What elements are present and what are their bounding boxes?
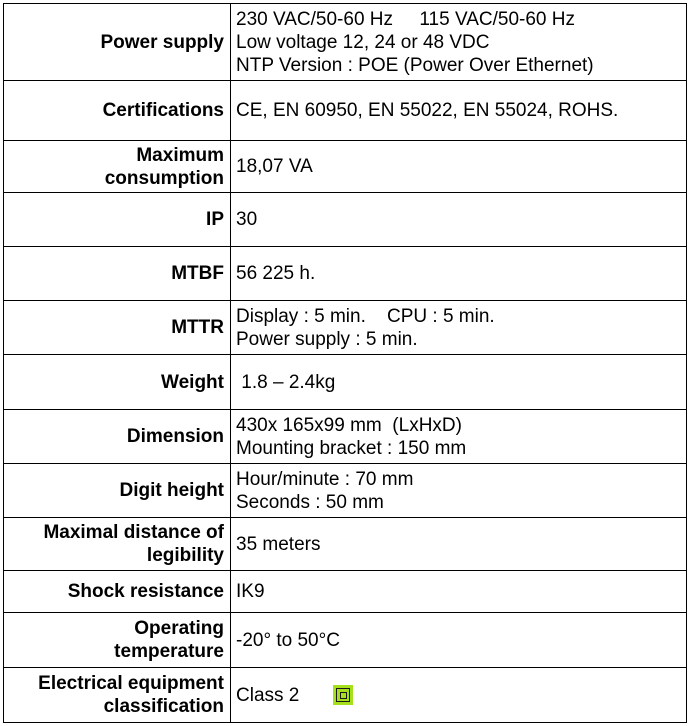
spec-row-power-supply <box>4 4 687 81</box>
spec-value: CE, EN 60950, EN 55022, EN 55024, ROHS. <box>231 81 687 141</box>
spec-label: Shock resistance <box>4 571 231 613</box>
spec-row-weight <box>4 355 687 410</box>
spec-label: Dimension <box>4 410 231 464</box>
spec-label: Weight <box>4 355 231 410</box>
spec-label: MTTR <box>4 301 231 355</box>
spec-label: IP <box>4 193 231 247</box>
spec-label: Operating temperature <box>4 613 231 668</box>
spec-value: 1.8 – 2.4kg <box>231 355 687 410</box>
spec-label: Maximum consumption <box>4 141 231 193</box>
spec-row-maximal-distance-of-legibility <box>4 518 687 571</box>
spec-row-shock-resistance <box>4 571 687 613</box>
spec-row-electrical-equipment-classification <box>4 668 687 723</box>
spec-label: Maximal distance of legibility <box>4 518 231 571</box>
spec-value: 30 <box>231 193 687 247</box>
spec-row-maximum-consumption <box>4 141 687 193</box>
class-2-double-insulation-icon <box>333 685 353 705</box>
spec-value: 18,07 VA <box>231 141 687 193</box>
spec-row-operating-temperature <box>4 613 687 668</box>
specifications-table <box>3 3 687 723</box>
spec-label: Certifications <box>4 81 231 141</box>
spec-value: 35 meters <box>231 518 687 571</box>
spec-label: Electrical equipment classification <box>4 668 231 723</box>
spec-value: 430x 165x99 mm (LxHxD) Mounting bracket : 150 mm <box>231 410 687 464</box>
spec-row-mttr <box>4 301 687 355</box>
spec-row-dimension <box>4 410 687 464</box>
spec-row-digit-height <box>4 464 687 518</box>
spec-value: 230 VAC/50-60 Hz 115 VAC/50-60 Hz Low voltage 12, 24 or 48 VDC NTP Version : POE (Power Over Ethernet) <box>231 4 687 81</box>
spec-value: Display : 5 min. CPU : 5 min. Power supply : 5 min. <box>231 301 687 355</box>
spec-row-mtbf <box>4 247 687 301</box>
spec-value: 56 225 h. <box>231 247 687 301</box>
spec-value: Hour/minute : 70 mm Seconds : 50 mm <box>231 464 687 518</box>
spec-row-certifications <box>4 81 687 141</box>
spec-row-ip <box>4 193 687 247</box>
spec-value: Class 2 <box>231 668 687 723</box>
spec-label: Digit height <box>4 464 231 518</box>
spec-value: IK9 <box>231 571 687 613</box>
spec-label: MTBF <box>4 247 231 301</box>
spec-label: Power supply <box>4 4 231 81</box>
spec-value: -20° to 50°C <box>231 613 687 668</box>
